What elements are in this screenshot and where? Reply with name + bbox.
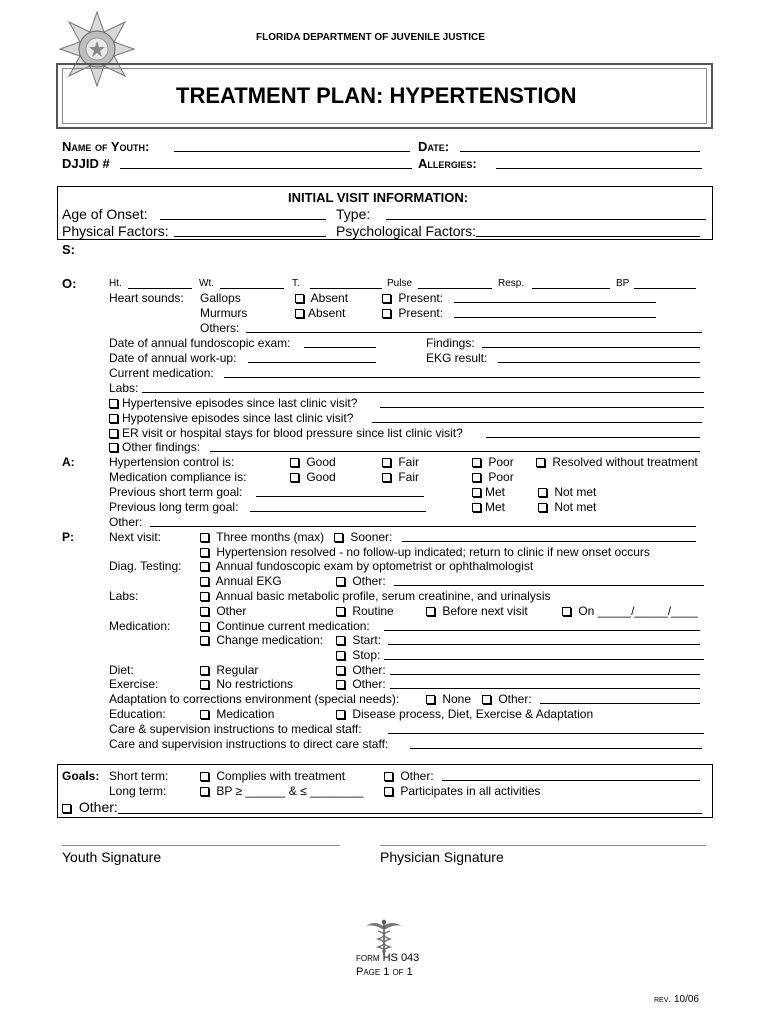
care-medical-field[interactable] <box>388 733 704 734</box>
checkbox-icon <box>382 458 391 467</box>
good-label: Good <box>306 455 336 469</box>
type-field[interactable] <box>386 219 706 220</box>
checkbox-icon <box>336 666 345 675</box>
ht-label: Ht. <box>109 278 122 289</box>
checkbox-icon <box>472 488 481 497</box>
physician-signature-label: Physician Signature <box>380 849 504 865</box>
routine-label: Routine <box>352 604 394 618</box>
other-findings-field[interactable] <box>210 451 700 452</box>
psychological-factors-label: Psychological Factors: <box>336 223 477 239</box>
checkbox-icon <box>109 399 118 408</box>
exercise-other-field[interactable] <box>390 688 700 689</box>
ekg-result-field[interactable] <box>498 362 700 363</box>
labs-label: Labs: <box>109 381 139 395</box>
checkbox-icon <box>382 294 391 303</box>
caduceus-icon <box>364 918 404 956</box>
checkbox-icon <box>109 429 118 438</box>
annual-fundoscopic-checkbox[interactable] <box>200 559 533 573</box>
age-of-onset-label: Age of Onset: <box>62 206 148 222</box>
form-number: form HS 043 <box>356 952 420 964</box>
temp-field[interactable] <box>310 288 382 289</box>
resp-label: Resp. <box>498 278 525 289</box>
care-medical-label: Care & supervision instructions to medical staff: <box>109 722 362 736</box>
start-label: Start: <box>352 633 382 647</box>
participates-label: Participates in all activities <box>400 784 541 798</box>
previous-short-goal-field[interactable] <box>256 496 424 497</box>
checkbox-icon <box>482 695 491 704</box>
heart-sounds-label: Heart sounds: <box>109 291 184 305</box>
checkbox-icon <box>109 443 118 452</box>
checkbox-icon <box>336 651 345 660</box>
edu-medication-label: Medication <box>216 707 275 721</box>
others-field[interactable] <box>246 332 702 333</box>
diag-other-label: Other: <box>352 574 386 588</box>
bp-label: BP <box>616 278 630 289</box>
checkbox-icon <box>62 804 71 813</box>
age-of-onset-field[interactable] <box>160 219 326 220</box>
disease-process-label: Disease process, Diet, Exercise & Adaptation <box>352 707 594 721</box>
diag-other-field[interactable] <box>394 585 704 586</box>
three-months-checkbox[interactable] <box>200 530 324 544</box>
others-label: Others: <box>200 321 240 335</box>
hypotensive-label: Hypotensive episodes since last clinic visit? <box>122 411 354 425</box>
sooner-label: Sooner: <box>350 530 393 544</box>
gallops-label: Gallops <box>200 291 241 305</box>
hypotensive-episodes-checkbox[interactable] <box>109 411 353 425</box>
adaptation-none-checkbox[interactable] <box>426 692 471 706</box>
goals-other-field[interactable] <box>118 813 702 814</box>
findings-field[interactable] <box>482 347 700 348</box>
sooner-field[interactable] <box>402 541 696 542</box>
goals-label: Goals: <box>62 769 100 783</box>
allergies-label: Allergies: <box>418 156 477 171</box>
care-direct-label: Care and supervision instructions to direct care staff: <box>109 737 389 751</box>
date-field[interactable] <box>460 151 700 152</box>
long-term-label: Long term: <box>109 784 167 798</box>
objective-label: O: <box>62 276 77 291</box>
djjid-label: DJJID # <box>62 156 110 171</box>
checkbox-icon <box>336 680 345 689</box>
diet-regular-checkbox[interactable] <box>200 663 258 677</box>
checkbox-icon <box>538 488 547 497</box>
checkbox-icon <box>538 503 547 512</box>
checkbox-icon <box>472 503 481 512</box>
previous-long-goal-label: Previous long term goal: <box>109 500 239 514</box>
checkbox-icon <box>384 787 393 796</box>
er-visit-label: ER visit or hospital stays for blood pressure since list clinic visit? <box>122 426 463 440</box>
routine-checkbox[interactable] <box>336 604 394 618</box>
checkbox-icon <box>295 309 304 318</box>
labs-field[interactable] <box>142 392 704 393</box>
initial-visit-heading: INITIAL VISIT INFORMATION: <box>288 190 469 205</box>
current-medication-field[interactable] <box>224 377 700 378</box>
regular-label: Regular <box>216 663 259 677</box>
assessment-other-label: Other: <box>109 515 143 529</box>
checkbox-icon <box>200 607 209 616</box>
date-label: Date: <box>418 139 450 154</box>
psychological-factors-field[interactable] <box>476 236 700 237</box>
checkbox-icon <box>382 309 391 318</box>
checkbox-icon <box>200 787 209 796</box>
revision: rev. 10/06 <box>654 994 699 1005</box>
murmurs-absent-checkbox[interactable] <box>295 306 345 320</box>
gallops-absent-checkbox[interactable] <box>295 291 348 305</box>
fair-label: Fair <box>398 470 420 484</box>
three-months-label: Three months (max) <box>216 530 325 544</box>
present-label: Present: <box>398 291 444 305</box>
hypotensive-field[interactable] <box>372 422 702 423</box>
previous-short-goal-label: Previous short term goal: <box>109 485 243 499</box>
control-poor-checkbox[interactable] <box>472 455 514 469</box>
other-findings-label: Other findings: <box>122 440 201 454</box>
name-of-youth-label: Name of Youth: <box>62 139 150 154</box>
plan-label: P: <box>62 530 74 544</box>
poor-label: Poor <box>488 455 514 469</box>
goals-other-label: Other: <box>78 799 118 815</box>
bp-field[interactable] <box>634 288 696 289</box>
continue-medication-checkbox[interactable] <box>200 619 370 633</box>
er-visit-field[interactable] <box>486 437 700 438</box>
temp-label: T. <box>292 278 300 289</box>
resolved-no-followup-checkbox[interactable] <box>200 545 650 559</box>
wt-field[interactable] <box>220 288 284 289</box>
checkbox-icon <box>200 666 209 675</box>
hypertensive-label: Hypertensive episodes since last clinic visit? <box>122 396 358 410</box>
start-checkbox[interactable] <box>336 633 381 647</box>
annual-metabolic-checkbox[interactable] <box>200 589 551 603</box>
checkbox-icon <box>200 548 209 557</box>
wt-label: Wt. <box>199 278 214 289</box>
control-fair-checkbox[interactable] <box>382 455 419 469</box>
diet-other-checkbox[interactable] <box>336 663 386 677</box>
other-findings-checkbox[interactable] <box>109 440 200 454</box>
exercise-other-label: Other: <box>352 677 386 691</box>
bp-range-checkbox[interactable] <box>200 784 363 798</box>
next-visit-label: Next visit: <box>109 530 162 544</box>
resolved-no-followup-label: Hypertension resolved - no follow-up indicated; return to clinic if new onset occurs <box>216 545 650 559</box>
complies-checkbox[interactable] <box>200 769 345 783</box>
before-next-visit-checkbox[interactable] <box>426 604 528 618</box>
annual-ekg-label: Annual EKG <box>215 574 282 588</box>
none-label: None <box>442 692 472 706</box>
assessment-label: A: <box>62 455 75 469</box>
before-next-label: Before next visit <box>442 604 528 618</box>
checkbox-icon <box>200 772 209 781</box>
diet-label: Diet: <box>109 663 134 677</box>
resolved-without-treatment-checkbox[interactable] <box>536 455 698 469</box>
poor-label: Poor <box>488 470 514 484</box>
checkbox-icon <box>200 710 209 719</box>
page-number: Page 1 of 1 <box>356 966 413 978</box>
workup-date-field[interactable] <box>248 362 376 363</box>
checkbox-icon <box>336 636 345 645</box>
checkbox-icon <box>562 607 571 616</box>
not-met-label: Not met <box>554 485 597 499</box>
checkbox-icon <box>472 458 481 467</box>
ekg-result-label: EKG result: <box>426 351 488 365</box>
absent-label: Absent <box>308 306 346 320</box>
fundoscopic-date-field[interactable] <box>304 347 376 348</box>
diag-testing-label: Diag. Testing: <box>109 559 182 573</box>
checkbox-icon <box>290 473 299 482</box>
checkbox-icon <box>382 473 391 482</box>
goals-other-checkbox[interactable] <box>62 799 118 815</box>
agency-name: FLORIDA DEPARTMENT OF JUVENILE JUSTICE <box>256 32 485 43</box>
name-of-youth-field[interactable] <box>174 151 410 152</box>
goal-other-field[interactable] <box>442 780 700 781</box>
pulse-label: Pulse <box>387 278 413 289</box>
disease-process-checkbox[interactable] <box>336 707 593 721</box>
allergies-field[interactable] <box>496 168 702 169</box>
bp-range-label: BP ≥ ______ & ≤ ________ <box>216 784 364 798</box>
short-goal-not-met-checkbox[interactable] <box>538 485 596 499</box>
ht-field[interactable] <box>128 288 192 289</box>
medication-label: Medication: <box>109 619 171 633</box>
checkbox-icon <box>336 710 345 719</box>
stop-label: Stop: <box>352 648 381 662</box>
good-label: Good <box>306 470 336 484</box>
fair-label: Fair <box>398 455 420 469</box>
checkbox-icon <box>426 607 435 616</box>
checkbox-icon <box>334 533 343 542</box>
resp-field[interactable] <box>532 288 610 289</box>
checkbox-icon <box>109 414 118 423</box>
present-label: Present: <box>398 306 444 320</box>
long-goal-not-met-checkbox[interactable] <box>538 500 596 514</box>
checkbox-icon <box>200 592 209 601</box>
complies-label: Complies with treatment <box>216 769 346 783</box>
page-title: TREATMENT PLAN: HYPERTENSTION <box>176 83 577 108</box>
participates-checkbox[interactable] <box>384 784 540 798</box>
checkbox-icon <box>200 562 209 571</box>
met-label: Met <box>485 485 506 499</box>
checkbox-icon <box>200 636 209 645</box>
change-medication-checkbox[interactable] <box>200 633 323 647</box>
current-medication-label: Current medication: <box>109 366 214 380</box>
checkbox-icon <box>472 473 481 482</box>
checkbox-icon <box>290 458 299 467</box>
goal-other-checkbox[interactable] <box>384 769 434 783</box>
type-label: Type: <box>336 206 371 222</box>
checkbox-icon <box>384 772 393 781</box>
short-term-label: Short term: <box>109 769 169 783</box>
adaptation-label: Adaptation to corrections environment (special needs): <box>109 692 400 706</box>
medication-compliance-label: Medication compliance is: <box>109 470 247 484</box>
start-field[interactable] <box>388 644 700 645</box>
er-visit-checkbox[interactable] <box>109 426 463 440</box>
stop-field[interactable] <box>384 659 704 660</box>
checkbox-icon <box>295 294 304 303</box>
annual-ekg-checkbox[interactable] <box>200 574 282 588</box>
pulse-field[interactable] <box>418 288 492 289</box>
education-label: Education: <box>109 707 166 721</box>
assessment-other-field[interactable] <box>150 526 696 527</box>
adapt-other-label: Other: <box>498 692 532 706</box>
diag-other-checkbox[interactable] <box>336 574 386 588</box>
labs-other-checkbox[interactable] <box>200 604 246 618</box>
hypertensive-episodes-checkbox[interactable] <box>109 396 357 410</box>
care-direct-field[interactable] <box>410 748 702 749</box>
annual-fundoscopic-label: Annual fundoscopic exam by optometrist or ophthalmologist <box>215 559 534 573</box>
not-met-label: Not met <box>554 500 597 514</box>
control-good-checkbox[interactable] <box>290 455 336 469</box>
on-date-checkbox[interactable] <box>562 604 698 618</box>
short-goal-met-checkbox[interactable] <box>472 485 505 499</box>
physician-signature-field[interactable] <box>380 845 706 846</box>
hypertension-control-label: Hypertension control is: <box>109 455 235 469</box>
adaptation-other-checkbox[interactable] <box>482 692 532 706</box>
djjid-field[interactable] <box>120 168 412 169</box>
continue-med-label: Continue current medication: <box>216 619 370 633</box>
checkbox-icon <box>336 607 345 616</box>
previous-long-goal-field[interactable] <box>250 511 426 512</box>
no-restrictions-label: No restrictions <box>216 677 294 691</box>
plan-labs-label: Labs: <box>109 589 139 603</box>
sooner-checkbox[interactable] <box>334 530 392 544</box>
hypertensive-field[interactable] <box>380 407 704 408</box>
exercise-other-checkbox[interactable] <box>336 677 386 691</box>
adaptation-other-field[interactable] <box>540 703 700 704</box>
change-med-label: Change medication: <box>216 633 324 647</box>
absent-label: Absent <box>310 291 349 305</box>
murmurs-present-checkbox[interactable] <box>382 306 443 320</box>
checkbox-icon <box>536 458 545 467</box>
youth-signature-field[interactable] <box>62 845 340 846</box>
no-restrictions-checkbox[interactable] <box>200 677 293 691</box>
checkbox-icon <box>200 622 209 631</box>
physical-factors-field[interactable] <box>174 236 326 237</box>
continue-medication-field[interactable] <box>384 630 700 631</box>
checkbox-icon <box>426 695 435 704</box>
compliance-fair-checkbox[interactable] <box>382 470 419 484</box>
checkbox-icon <box>200 577 209 586</box>
subjective-label: S: <box>62 242 75 257</box>
checkbox-icon <box>200 533 209 542</box>
findings-label: Findings: <box>426 336 475 350</box>
on-label: On <box>578 604 595 618</box>
gallops-present-checkbox[interactable] <box>382 291 443 305</box>
murmurs-label: Murmurs <box>200 306 248 320</box>
met-label: Met <box>485 500 506 514</box>
youth-signature-label: Youth Signature <box>62 849 162 865</box>
on-date-field[interactable]: _____/_____/____ <box>597 604 698 618</box>
compliance-poor-checkbox[interactable] <box>472 470 514 484</box>
education-medication-checkbox[interactable] <box>200 707 274 721</box>
murmurs-present-field[interactable] <box>454 317 656 318</box>
stop-checkbox[interactable] <box>336 648 380 662</box>
diet-other-label: Other: <box>352 663 386 677</box>
compliance-good-checkbox[interactable] <box>290 470 336 484</box>
workup-date-label: Date of annual work-up: <box>109 351 237 365</box>
diet-other-field[interactable] <box>390 674 700 675</box>
annual-metabolic-label: Annual basic metabolic profile, serum creatinine, and urinalysis <box>215 589 551 603</box>
fundoscopic-date-label: Date of annual fundoscopic exam: <box>109 336 291 350</box>
goal-other-label: Other: <box>400 769 434 783</box>
gallops-present-field[interactable] <box>454 302 656 303</box>
physical-factors-label: Physical Factors: <box>62 223 169 239</box>
labs-other-label: Other <box>216 604 247 618</box>
long-goal-met-checkbox[interactable] <box>472 500 505 514</box>
checkbox-icon <box>200 680 209 689</box>
checkbox-icon <box>336 577 345 586</box>
exercise-label: Exercise: <box>109 677 159 691</box>
resolved-label: Resolved without treatment <box>552 455 698 469</box>
